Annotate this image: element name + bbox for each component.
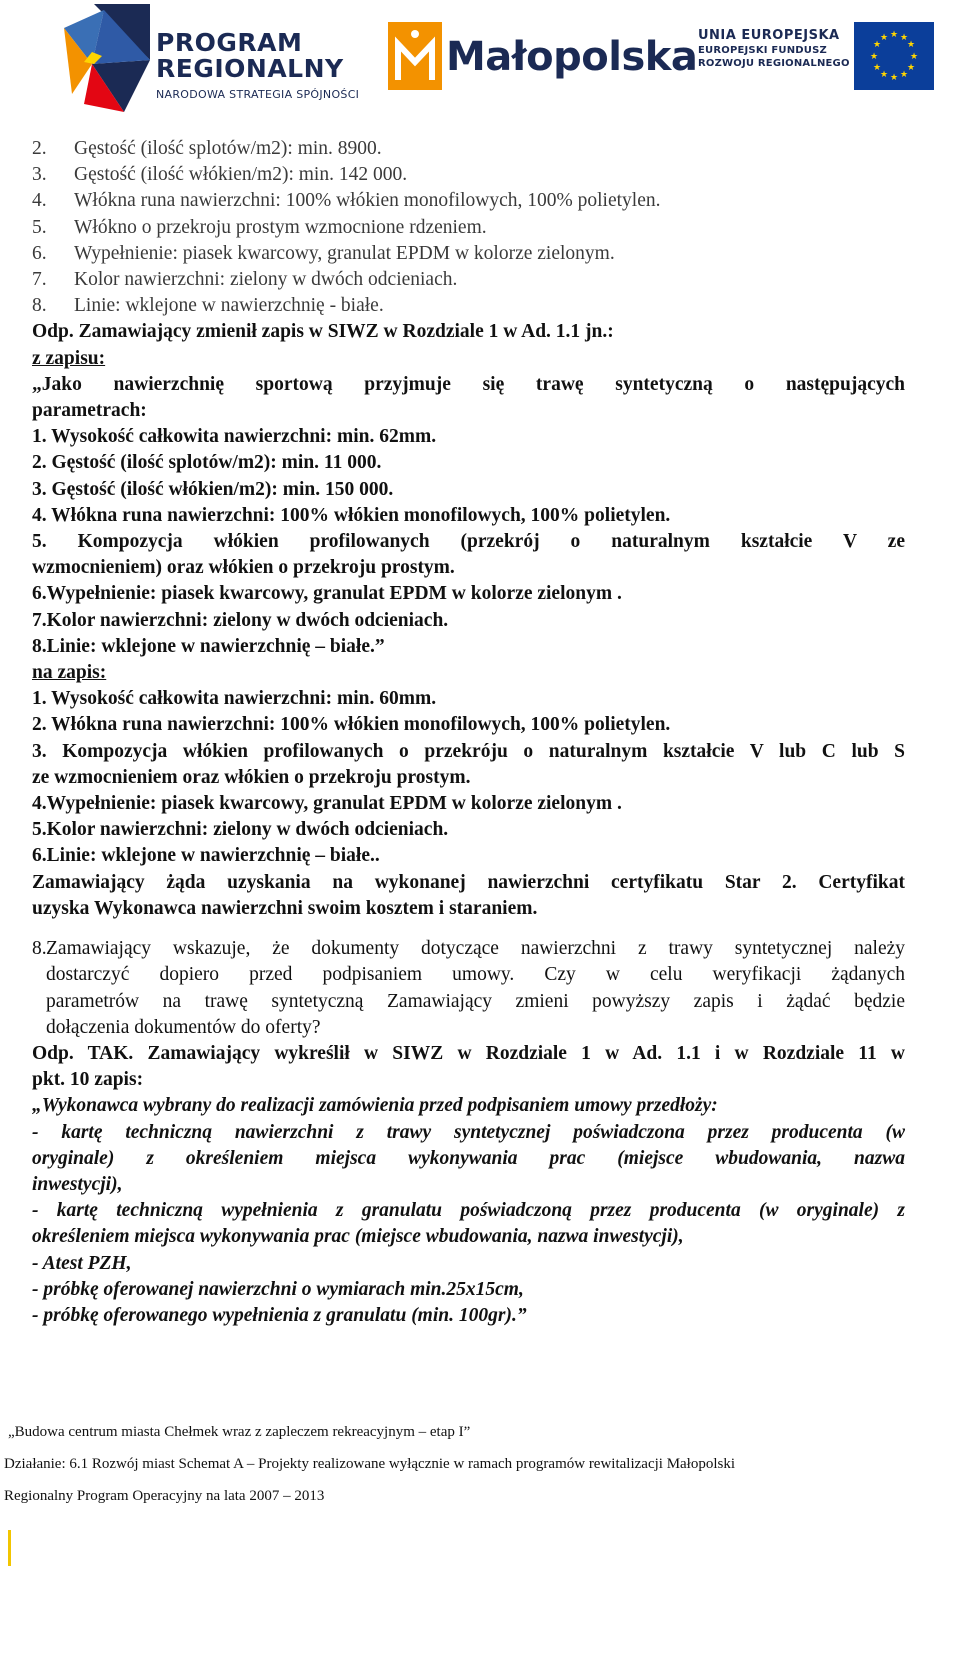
malopolska-wordmark: Małopolska [446,34,698,80]
svg-text:★: ★ [906,63,916,73]
document-body [32,136,905,1329]
svg-text:★: ★ [906,40,916,50]
malopolska-mark-icon [388,22,442,90]
program-regionalny-title: PROGRAM REGIONALNY [156,28,344,83]
to-label: na zapis: [32,662,107,684]
question-8 [32,936,905,1041]
question-8-line-2: dostarczyć dopiero przed podpisaniem umowy. Czy w celu weryfikacji żądanych [46,964,905,986]
to-item: 1. Wysokość całkowita nawierzchni: min. 60mm. [32,688,437,710]
to-item: 4.Wypełnienie: piasek kwarcowy, granulat EPDM w kolorze zielonym . [32,793,622,815]
program-regionalny-subtitle: NARODOWA STRATEGIA SPÓJNOŚCI [156,88,360,101]
quote-line: - kartę techniczną nawierzchni z trawy syntetycznej poświadczona przez producenta (w [32,1121,905,1143]
svg-text:★: ★ [899,33,909,43]
to-item: 5.Kolor nawierzchni: zielony w dwóch odcieniach. [32,819,449,841]
footer-accent-bar [8,1530,11,1566]
svg-text:★: ★ [872,63,882,73]
to-item: 6.Linie: wklejone w nawierzchnię – białe.. [32,845,380,867]
svg-text:★: ★ [909,52,919,62]
quote-line: oryginale) z określeniem miejsca wykonywania prac (miejsce wbudowania, nazwa [32,1147,905,1169]
list-item: 8. Linie: wklejone w nawierzchnię - białe. [32,295,384,317]
footer-project-title: „Budowa centrum miasta Chełmek wraz z zapleczem rekreacyjnym – etap I” [8,1424,471,1440]
answer-2-line-2: pkt. 10 zapis: [32,1069,144,1091]
from-intro-line-1: „Jako nawierzchnię sportową przyjmuje się trawę syntetyczną o następujących [32,373,905,395]
svg-text:★: ★ [879,33,889,43]
from-item: 4. Włókna runa nawierzchni: 100% włókien monofilowych, 100% polietylen. [32,504,671,526]
to-item-3-line-2: ze wzmocnieniem oraz włókien o przekroju prostym. [32,766,471,788]
to-item: 2. Włókna runa nawierzchni: 100% włókien monofilowych, 100% polietylen. [32,714,671,736]
svg-text:★: ★ [869,52,879,62]
svg-text:★: ★ [872,40,882,50]
svg-text:★: ★ [879,70,889,80]
footer-program: Regionalny Program Operacyjny na lata 2007 – 2013 [4,1488,325,1504]
list-item: 3. Gęstość (ilość włókien/m2): min. 142 000. [32,164,408,186]
quote-line: - kartę techniczną wypełnienia z granulatu poświadczoną przez producenta (w oryginale) z [32,1200,905,1222]
old-params-list [32,136,905,319]
from-item: 2. Gęstość (ilość splotów/m2): min. 11 000. [32,452,382,474]
malopolska-logo [388,22,698,92]
from-intro-line-2: parametrach: [32,400,147,422]
answer-1: Odp. Zamawiający zmienił zapis w SIWZ w Rozdziale 1 w Ad. 1.1 jn.: [32,321,614,343]
answer-2-line-1: Odp. TAK. Zamawiający wykreślił w SIWZ w Rozdziale 1 w Ad. 1.1 i w Rozdziale 11 w [32,1042,905,1064]
list-item: 6. Wypełnienie: piasek kwarcowy, granulat EPDM w kolorze zielonym. [32,242,615,264]
list-item: 4. Włókna runa nawierzchni: 100% włókien monofilowych, 100% polietylen. [32,190,661,212]
eu-logo [698,22,938,94]
footer-action: Działanie: 6.1 Rozwój miast Schemat A – Projekty realizowane wyłącznie w ramach programów rewitalizacji Małopolski [4,1456,736,1472]
from-item: 8.Linie: wklejone w nawierzchnię – białe.” [32,635,385,657]
from-item-5-line-1: 5. Kompozycja włókien profilowanych (przekrój o naturalnym kształcie V ze [32,531,905,553]
svg-text:★: ★ [889,30,899,40]
question-8-line-4: dołączenia dokumentów do oferty? [46,1016,321,1038]
list-item: 7. Kolor nawierzchni: zielony w dwóch odcieniach. [32,269,458,291]
eu-flag-icon [854,22,934,90]
quote-line: - próbkę oferowanego wypełnienia z granulatu (min. 100gr).” [32,1304,527,1326]
svg-text:★: ★ [899,70,909,80]
to-item-3-line-1: 3. Kompozycja włókien profilowanych o przekróju o naturalnym kształcie V lub C lub S [32,740,905,762]
section-gap [32,922,905,936]
program-regionalny-logo [64,4,364,112]
from-item: 6.Wypełnienie: piasek kwarcowy, granulat EPDM w kolorze zielonym . [32,583,622,605]
list-item: 5. Włókno o przekroju prostym wzmocnione rdzeniem. [32,216,487,238]
quote-line: określeniem miejsca wykonywania prac (miejsce wbudowania, nazwa inwestycji), [32,1226,684,1248]
question-8-line-1: 8.Zamawiający wskazuje, że dokumenty dotyczące nawierzchni z trawy syntetycznej należy [32,938,905,960]
question-8-line-3: parametrów na trawę syntetyczną Zamawiający zmieni powyższy zapis i żądać będzie [46,990,905,1012]
list-item: 2. Gęstość (ilość splotów/m2): min. 8900. [32,138,382,159]
from-item: 1. Wysokość całkowita nawierzchni: min. 62mm. [32,426,437,448]
certificate-line-2: uzyska Wykonawca nawierzchni swoim kosztem i staraniem. [32,897,538,919]
from-item: 3. Gęstość (ilość włókien/m2): min. 150 000. [32,478,394,500]
eu-text: UNIA EUROPEJSKA EUROPEJSKI FUNDUSZ ROZWOJU REGIONALNEGO [698,28,850,69]
quote-line: inwestycji), [32,1173,123,1195]
from-label: z zapisu: [32,347,106,369]
program-regionalny-mark-icon [64,4,150,112]
certificate-line-1: Zamawiający żąda uzyskania na wykonanej nawierzchni certyfikatu Star 2. Certyfikat [32,871,905,893]
quote-line: „Wykonawca wybrany do realizacji zamówienia przed podpisaniem umowy przedłoży: [32,1095,718,1117]
from-item-5-line-2: wzmocnieniem) oraz włókien o przekroju prostym. [32,557,455,579]
header-logos [0,0,960,118]
from-item: 7.Kolor nawierzchni: zielony w dwóch odcieniach. [32,609,449,631]
quote-line: - próbkę oferowanej nawierzchni o wymiarach min.25x15cm, [32,1278,524,1300]
svg-text:★: ★ [889,73,899,83]
removed-quote [32,1093,905,1329]
quote-line: - Atest PZH, [32,1252,132,1274]
